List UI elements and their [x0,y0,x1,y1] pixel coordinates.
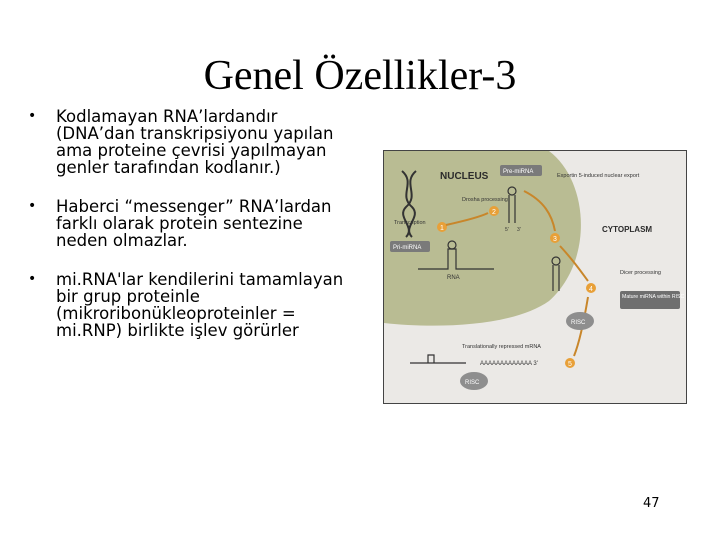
step-1-label: 1 [440,225,444,232]
bullet-list [28,108,358,361]
bullet-dot-icon: • [28,198,37,214]
repressed-label: Translationally repressed mRNA [462,344,541,350]
exportin-label: Exportin 5-induced nuclear export [557,173,640,179]
rna-label: RNA [447,275,460,281]
bullet-text: Kodlamayan RNA’lardandır (DNA’dan transkripsiyonu yapılan ama proteine çevrisi yapılmayan genler tarafından kodlanır.) [56,107,334,177]
risc-label: RISC [571,320,586,326]
bullet-item [28,198,358,249]
bullet-item [28,108,358,176]
slide-title: Genel Özellikler-3 [203,53,517,99]
bullet-dot-icon: • [28,271,37,287]
step-5-label: 5 [568,361,572,368]
pre-mirna-label: Pre-miRNA [503,169,534,175]
step-4-label: 4 [589,286,593,293]
drosha-label: Drosha processing [462,197,508,203]
five-prime-mark: 5' [505,227,509,233]
nucleus-label: NUCLEUS [440,171,489,182]
bullet-text: mi.RNA'lar kendilerini tamamlayan bir grup proteinle (mikroribonükleoproteinler = mi.RNP) birlikte işlev görürler [56,270,344,340]
bullet-text: Haberci “messenger” RNA’lardan farklı olarak protein sentezine neden olmazlar. [56,197,332,250]
transcription-label: Transcription [394,220,426,226]
step-3-label: 3 [553,236,557,243]
dicer-label: Dicer processing [620,270,661,276]
three-prime-mark: 3' [517,227,521,233]
mature-mirna-label: Mature miRNA within RISC [622,294,685,300]
mirna-pathway-figure [383,150,687,404]
bullet-item [28,271,358,339]
pri-mirna-label: Pri-miRNA [393,245,422,251]
risc-lower-label: RISC [465,380,480,386]
poly-a-tail-label: AAAAAAAAAAAAA 3' [480,361,538,367]
cytoplasm-label: CYTOPLASM [602,225,653,234]
step-2-label: 2 [492,209,496,216]
bullet-dot-icon: • [28,108,37,124]
page-number: 47 [643,496,660,511]
